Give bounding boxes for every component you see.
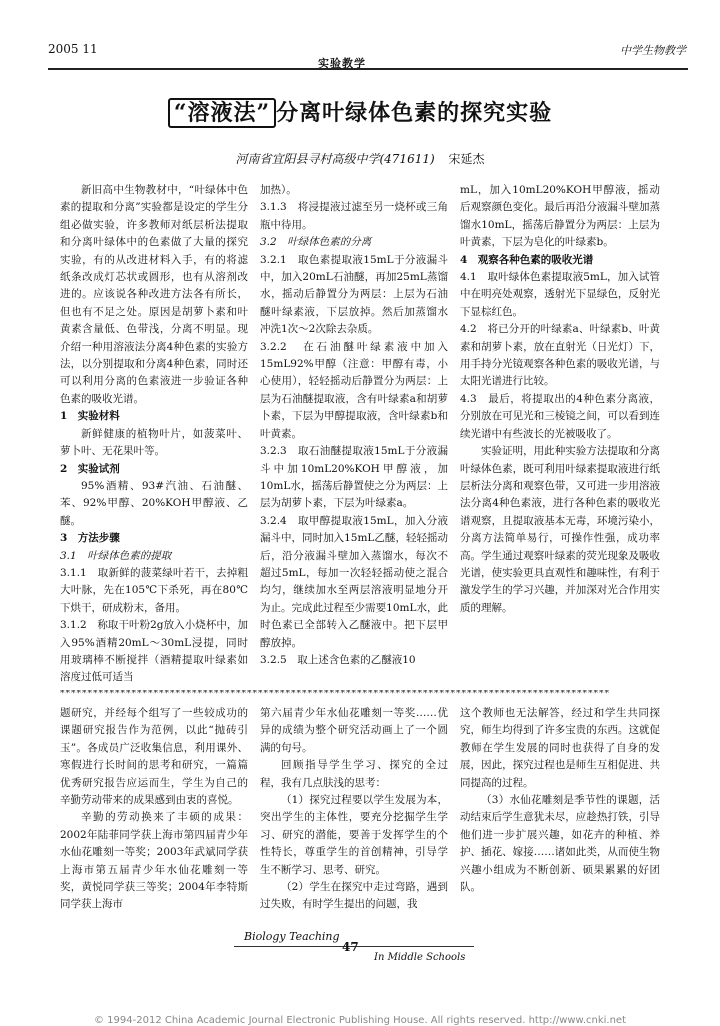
title-highlight: “溶液法”	[168, 98, 276, 128]
article-title	[0, 96, 720, 127]
paragraph: 4.3 最后，将提取出的4种色素分离液，分别放在可见光和三棱镜之间，可以看到连续光谱中有些波长的光被吸收了。	[460, 392, 660, 440]
paragraph: 3.2.1 取色素提取液15mL于分液漏斗中，加入20mL石油醚，再加25mL蒸馏水，摇动后静置分为两层：上层为石油醚叶绿素液，下层放掉。然后加蒸馏水冲洗1次～2次除去杂质。	[260, 253, 448, 336]
journal-logo: 中学生物教学	[620, 44, 686, 57]
copyright-notice: © 1994-2012 China Academic Journal Electronic Publishing House. All rights reserved. http://www.cnki.net	[94, 1015, 626, 1026]
paragraph: 新鲜健康的植物叶片，如菠菜叶、萝卜叶、无花果叶等。	[60, 427, 248, 458]
page-number: 47	[342, 940, 359, 954]
column-3	[460, 182, 660, 617]
author-name: 宋延杰	[448, 152, 485, 166]
paragraph: 3.2.5 取上述含色素的乙醚液10	[260, 653, 416, 666]
paragraph: 3 方法步骤	[60, 532, 120, 545]
paragraph: 新旧高中生物教材中，“叶绿体中色素的提取和分离”实验都是设定的学生分组必做实验，许多教师对纸层析法提取和分离叶绿体中的色素做了大量的探究实验，有的从改进材料入手，有的将滤纸条改成灯芯状或圆形，也有从溶剂改进的。应该说各种改进方法各有所长，但也有不足之处。原因是胡萝卜素和叶黄素含量低、色带浅，分离不明显。现介绍一种用溶液法分离4种色素的实验方法，以分别提取和分离4种色素，同时还可以利用分离的色素液进一步验证各种色素的吸收光谱。	[60, 184, 248, 405]
lower-column-1	[60, 705, 248, 914]
author-line	[0, 150, 720, 167]
paragraph: 3.2.2 在石油醚叶绿素液中加入15mL92%甲醇（注意：甲醇有毒，小心使用），轻轻摇动后静置分为两层：上层为石油醚提取液，含有叶绿素a和胡萝卜素，下层为甲醇提取液，含叶绿素b和叶黄素。	[260, 340, 448, 440]
paragraph: 4 观察各种色素的吸收光谱	[460, 253, 594, 266]
paragraph: 95%酒精、93#汽油、石油醚、苯、92%甲醇、20%KOH甲醇液、乙醚。	[60, 479, 248, 527]
paragraph: 1 实验材料	[60, 410, 120, 423]
column-2	[260, 182, 448, 669]
paragraph: 3.2.4 取甲醇提取液15mL，加入分液漏斗中，同时加入15mL乙醚，轻轻摇动后，沿分液漏斗壁加入蒸馏水，每次不超过5mL，每加一次轻轻摇动使之混合均匀，继续加水至两层溶液明显地分开为止。完成此过程至少需要10mL水，此时色素已全部转入乙醚液中。把下层甲醇放掉。	[260, 514, 448, 649]
paragraph: 3.1 叶绿体色素的提取	[60, 549, 172, 562]
paragraph: mL，加入10mL20%KOH甲醇液，摇动后观察颜色变化。最后再沿分液漏斗壁加蒸馏水10mL，摇荡后静置分为两层：上层为叶黄素，下层为皂化的叶绿素b。	[460, 184, 660, 249]
paragraph: 3.1.3 将浸提液过滤至另一烧杯或三角瓶中待用。	[260, 201, 448, 231]
affiliation: 河南省宜阳县寻村高级中学(471611)	[235, 152, 435, 166]
paragraph: 3.1.1 取新鲜的菠菜绿叶若干，去掉粗大叶脉，先在105℃下杀死，再在80℃下烘干，研成粉末，备用。	[60, 566, 248, 614]
paragraph: 回顾指导学生学习、探究的全过程，我有几点肤浅的思考：	[260, 759, 448, 789]
paragraph: 3.2.3 取石油醚提取液15mL于分液漏斗中加10mL20%KOH甲醇液，加10mL水，摇荡后静置使之分为两层：上层为胡萝卜素，下层为叶绿素a。	[260, 445, 448, 510]
lower-column-3	[460, 705, 660, 896]
paragraph: 2 实验试剂	[60, 462, 120, 475]
title-rest: 分离叶绿体色素的探究实验	[276, 100, 553, 126]
paragraph: 实验证明，用此种实验方法提取和分离叶绿体色素，既可利用叶绿素提取液进行纸层析法分离和观察色带，又可进一步用溶液法分离4种色素液，进行各种色素的吸收光谱观察，且提取液基本无毒，环境污染小，分离方法简单易行，可操作性强，成功率高。学生通过观察叶绿素的荧光现象及吸收光谱，使实验更具直观性和趣味性，有利于激发学生的学习兴趣，并加深对光合作用实质的理解。	[460, 445, 660, 614]
header-rule	[48, 68, 688, 70]
paragraph: 3.2 叶绿体色素的分离	[260, 236, 372, 249]
paragraph: 4.1 取叶绿体色素提取液5mL，加入试管中在明亮处观察，透射光下显绿色，反射光下显棕红色。	[460, 271, 660, 318]
paragraph: （1）探究过程要以学生发展为本，突出学生的主体性，要充分挖掘学生学习、研究的潜能，要善于发挥学生的个性特长，尊重学生的首创精神，引导学生不断学习、思考、研究。	[260, 794, 448, 876]
footer-logo	[234, 930, 494, 970]
paragraph: 4.2 将已分开的叶绿素a、叶绿素b、叶黄素和胡萝卜素，放在直射光（日光灯）下，用手持分光镜观察各种色素的吸收光谱，与太阳光谱进行比较。	[460, 323, 660, 388]
lower-column-2	[260, 705, 448, 914]
paragraph: 加热）。	[260, 184, 297, 196]
section-separator: ****************************************************************************************************	[60, 690, 610, 698]
paragraph: 第六届青少年水仙花雕刻一等奖……优异的成绩为整个研究活动画上了一个圆满的句号。	[260, 707, 448, 754]
footer-logo-top: Biology Teaching	[244, 930, 340, 943]
column-1	[60, 182, 248, 687]
paragraph: 这个教师也无法解答，经过和学生共同探究，师生均得到了许多宝贵的东西。这就促教师在学生发展的同时也获得了自身的发展，因此，探究过程也是师生互相促进、共同提高的过程。	[460, 707, 660, 789]
paragraph: 3.1.2 称取干叶粉2g放入小烧杯中，加入95%酒精20mL～30mL浸提，同时用玻璃棒不断搅拌（酒精提取叶绿素如溶度过低可适当	[60, 619, 248, 684]
paragraph: （2）学生在探究中走过弯路，遇到过失败，有时学生提出的问题，我	[260, 881, 448, 911]
paragraph: 题研究，并经每个组写了一些较成功的课题研究报告作为范例，以此“抛砖引玉”。各成员广泛收集信息，利用课外、寒假进行长时间的思考和研究，一篇篇优秀研究报告应运而生，学生为自己的辛勤劳动带来的成果感到由衷的喜悦。	[60, 707, 248, 807]
paragraph: 辛勤的劳动换来了丰硕的成果：2002年陆菲同学获上海市第四届青少年水仙花雕刻一等奖；2003年武斌同学获上海市第五届青少年水仙花雕刻一等奖，黄悦同学获三等奖；2004年李特斯同学获上海市	[60, 811, 248, 911]
paragraph: （3）水仙花雕刻是季节性的课题，活动结束后学生意犹未尽，应趁热打铁，引导他们进一步扩展兴趣，如花卉的种植、养护、插花、嫁接……诸如此类，从而使生物兴趣小组成为不断创新、硕果累累的好团队。	[460, 794, 660, 894]
issue-label: 2005 11	[48, 42, 98, 56]
section-label: 实验教学	[318, 57, 366, 70]
footer-logo-bottom: In Middle Schools	[374, 952, 466, 963]
